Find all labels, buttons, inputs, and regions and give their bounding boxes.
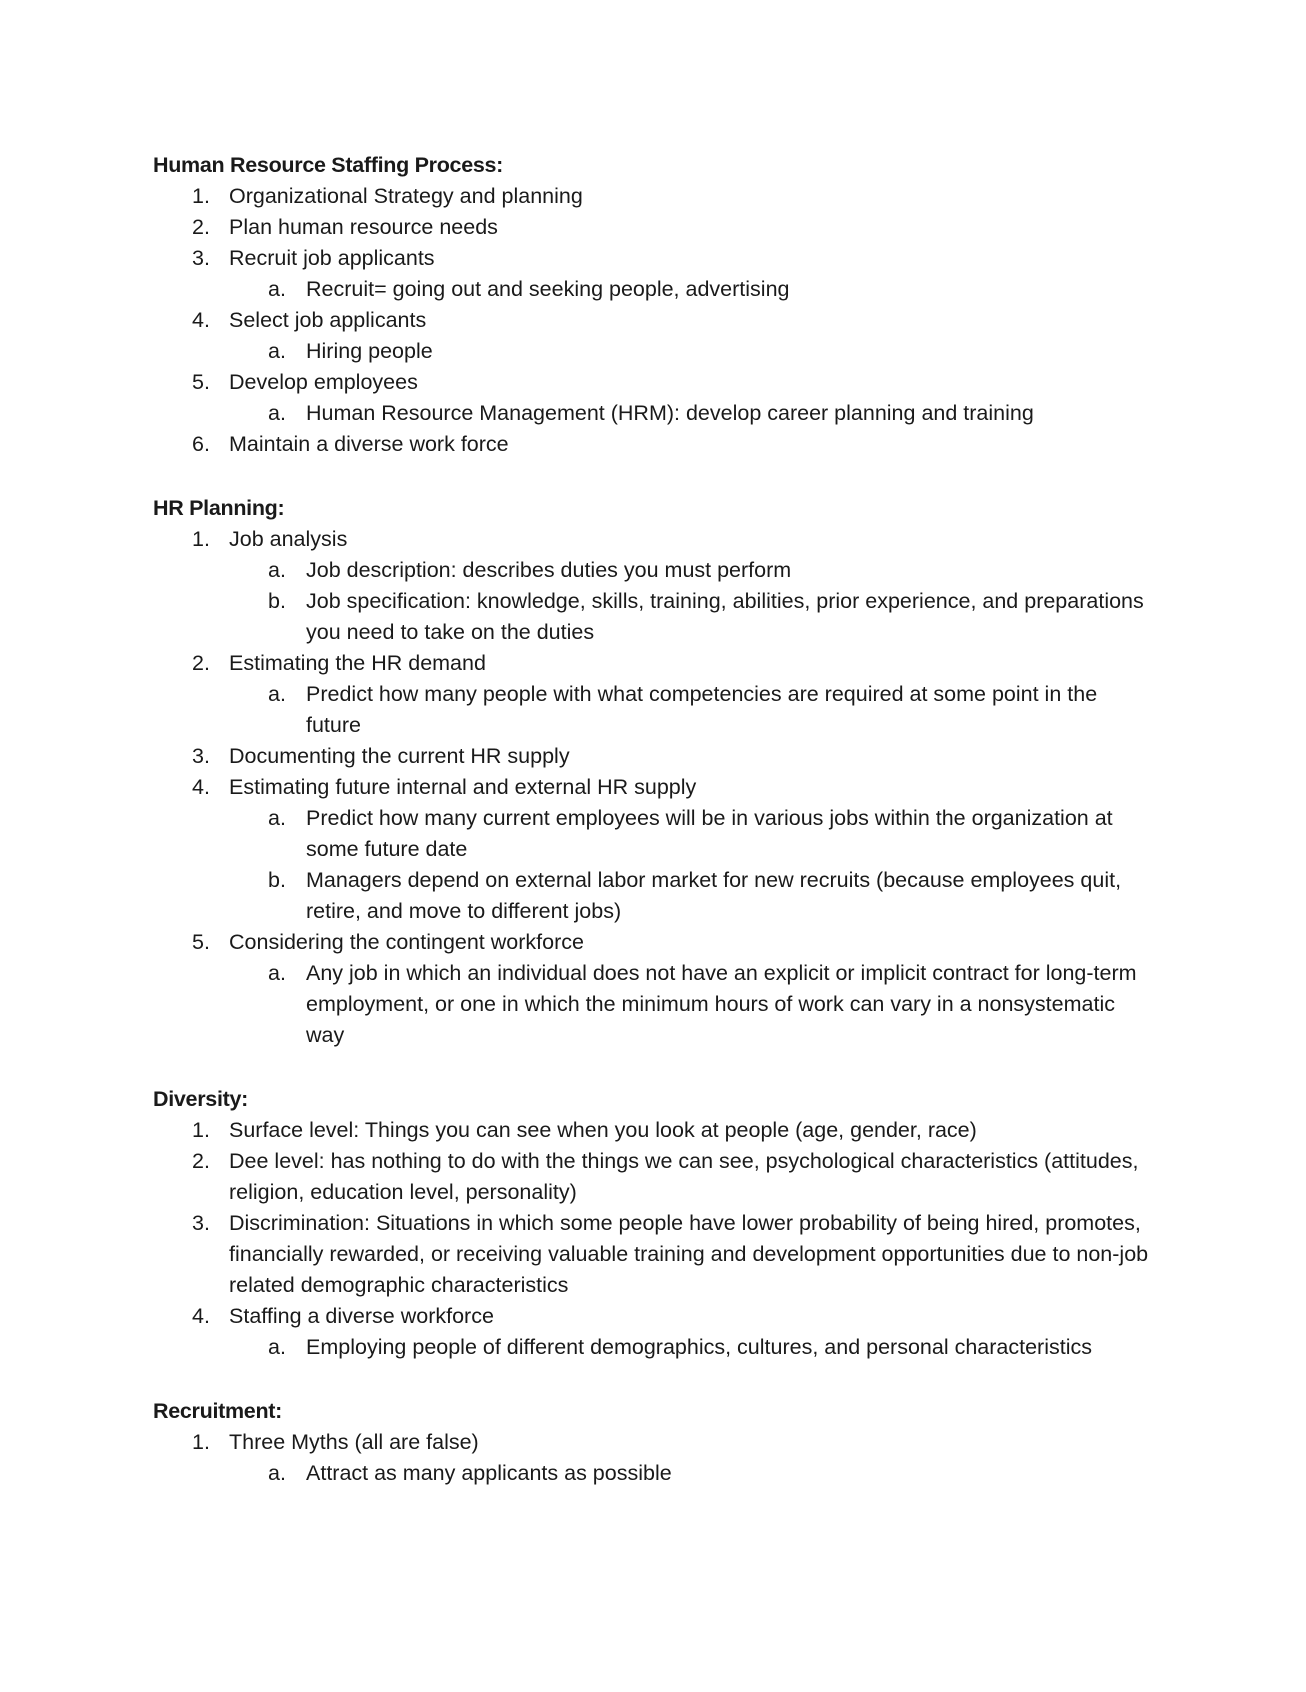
document-body [153, 150, 1173, 1522]
list-item-number: 3. [192, 1211, 210, 1235]
sub-list-item-marker: a. [268, 961, 286, 985]
section [153, 1084, 1173, 1363]
sub-list-item-text: Predict how many current employees will be in various jobs within the organization at some future date [306, 806, 1113, 861]
list-item [153, 305, 1173, 336]
sub-list-item [153, 865, 1173, 927]
sub-list-item-marker: b. [268, 868, 286, 892]
sub-list-item-marker: a. [268, 682, 286, 706]
list-item-number: 1. [192, 184, 210, 208]
section-heading: Human Resource Staffing Process: [153, 153, 504, 177]
list-item [153, 524, 1173, 555]
list-item-number: 5. [192, 930, 210, 954]
list-item-text: Develop employees [229, 370, 418, 394]
list-item-text: Surface level: Things you can see when you look at people (age, gender, race) [229, 1118, 977, 1142]
list-item-number: 4. [192, 775, 210, 799]
list-item-number: 2. [192, 1149, 210, 1173]
sub-list-item [153, 803, 1173, 865]
sub-list-item-marker: a. [268, 1335, 286, 1359]
sub-list-item [153, 1332, 1173, 1363]
sub-list-item-text: Job specification: knowledge, skills, training, abilities, prior experience, and preparations you need to take on the duties [306, 589, 1144, 644]
list-item-text: Plan human resource needs [229, 215, 498, 239]
sub-list-item-marker: a. [268, 401, 286, 425]
list-item-number: 2. [192, 215, 210, 239]
list-item-number: 6. [192, 432, 210, 456]
list-item [153, 648, 1173, 679]
list-item-number: 2. [192, 651, 210, 675]
sub-list-item [153, 555, 1173, 586]
list-item-number: 3. [192, 246, 210, 270]
list-item-number: 5. [192, 370, 210, 394]
section-heading: HR Planning: [153, 496, 285, 520]
list-item [153, 1301, 1173, 1332]
section-heading: Recruitment: [153, 1399, 283, 1423]
list-item [153, 181, 1173, 212]
list-item-text: Estimating the HR demand [229, 651, 486, 675]
list-item-text: Three Myths (all are false) [229, 1430, 479, 1454]
list-item-text: Recruit job applicants [229, 246, 435, 270]
sub-list-item-text: Any job in which an individual does not have an explicit or implicit contract for long-term employment, or one in which the minimum hours of work can vary in a nonsystematic way [306, 961, 1137, 1047]
sub-list-item-text: Predict how many people with what competencies are required at some point in the future [306, 682, 1098, 737]
list-item-text: Documenting the current HR supply [229, 744, 570, 768]
section [153, 493, 1173, 1051]
section [153, 150, 1173, 460]
sub-list-item [153, 398, 1173, 429]
list-item-number: 4. [192, 1304, 210, 1328]
sub-list-item-marker: a. [268, 277, 286, 301]
list-item-text: Job analysis [229, 527, 348, 551]
sub-list-item-text: Attract as many applicants as possible [306, 1461, 672, 1485]
sub-list-item-text: Job description: describes duties you must perform [306, 558, 792, 582]
list-item-text: Estimating future internal and external HR supply [229, 775, 697, 799]
sub-list-item [153, 586, 1173, 648]
sub-list-item-marker: a. [268, 806, 286, 830]
sub-list-item-marker: a. [268, 339, 286, 363]
list-item-number: 3. [192, 744, 210, 768]
list-item-text: Select job applicants [229, 308, 427, 332]
sub-list-item [153, 679, 1173, 741]
list-item [153, 212, 1173, 243]
list-item-text: Organizational Strategy and planning [229, 184, 583, 208]
list-item-text: Maintain a diverse work force [229, 432, 509, 456]
sub-list-item-marker: b. [268, 589, 286, 613]
list-item-number: 1. [192, 1430, 210, 1454]
sub-list-item-text: Human Resource Management (HRM): develop career planning and training [306, 401, 1034, 425]
sub-list-item [153, 1458, 1173, 1489]
sub-list-item-marker: a. [268, 1461, 286, 1485]
list-item [153, 367, 1173, 398]
sub-list-item [153, 958, 1173, 1051]
list-item-number: 1. [192, 527, 210, 551]
sub-list-item-text: Managers depend on external labor market for new recruits (because employees quit, retire, and move to different jobs) [306, 868, 1122, 923]
list-item [153, 1427, 1173, 1458]
list-item-number: 4. [192, 308, 210, 332]
sub-list-item-text: Employing people of different demographics, cultures, and personal characteristics [306, 1335, 1092, 1359]
list-item [153, 772, 1173, 803]
list-item [153, 243, 1173, 274]
list-item-text: Staffing a diverse workforce [229, 1304, 494, 1328]
sub-list-item-text: Recruit= going out and seeking people, advertising [306, 277, 790, 301]
section [153, 1396, 1173, 1489]
list-item [153, 927, 1173, 958]
list-item-number: 1. [192, 1118, 210, 1142]
sub-list-item-marker: a. [268, 558, 286, 582]
list-item-text: Considering the contingent workforce [229, 930, 584, 954]
list-item [153, 1208, 1173, 1301]
list-item-text: Dee level: has nothing to do with the things we can see, psychological characteristics (attitudes, religion, education level, personality) [229, 1149, 1139, 1204]
section-heading: Diversity: [153, 1087, 248, 1111]
list-item [153, 1115, 1173, 1146]
list-item [153, 1146, 1173, 1208]
sub-list-item [153, 336, 1173, 367]
sub-list-item [153, 274, 1173, 305]
list-item [153, 741, 1173, 772]
sub-list-item-text: Hiring people [306, 339, 433, 363]
list-item [153, 429, 1173, 460]
list-item-text: Discrimination: Situations in which some people have lower probability of being hired, promotes, financially rewarded, or receiving valuable training and development opportunities due to non-job related demographic characteristics [229, 1211, 1149, 1297]
